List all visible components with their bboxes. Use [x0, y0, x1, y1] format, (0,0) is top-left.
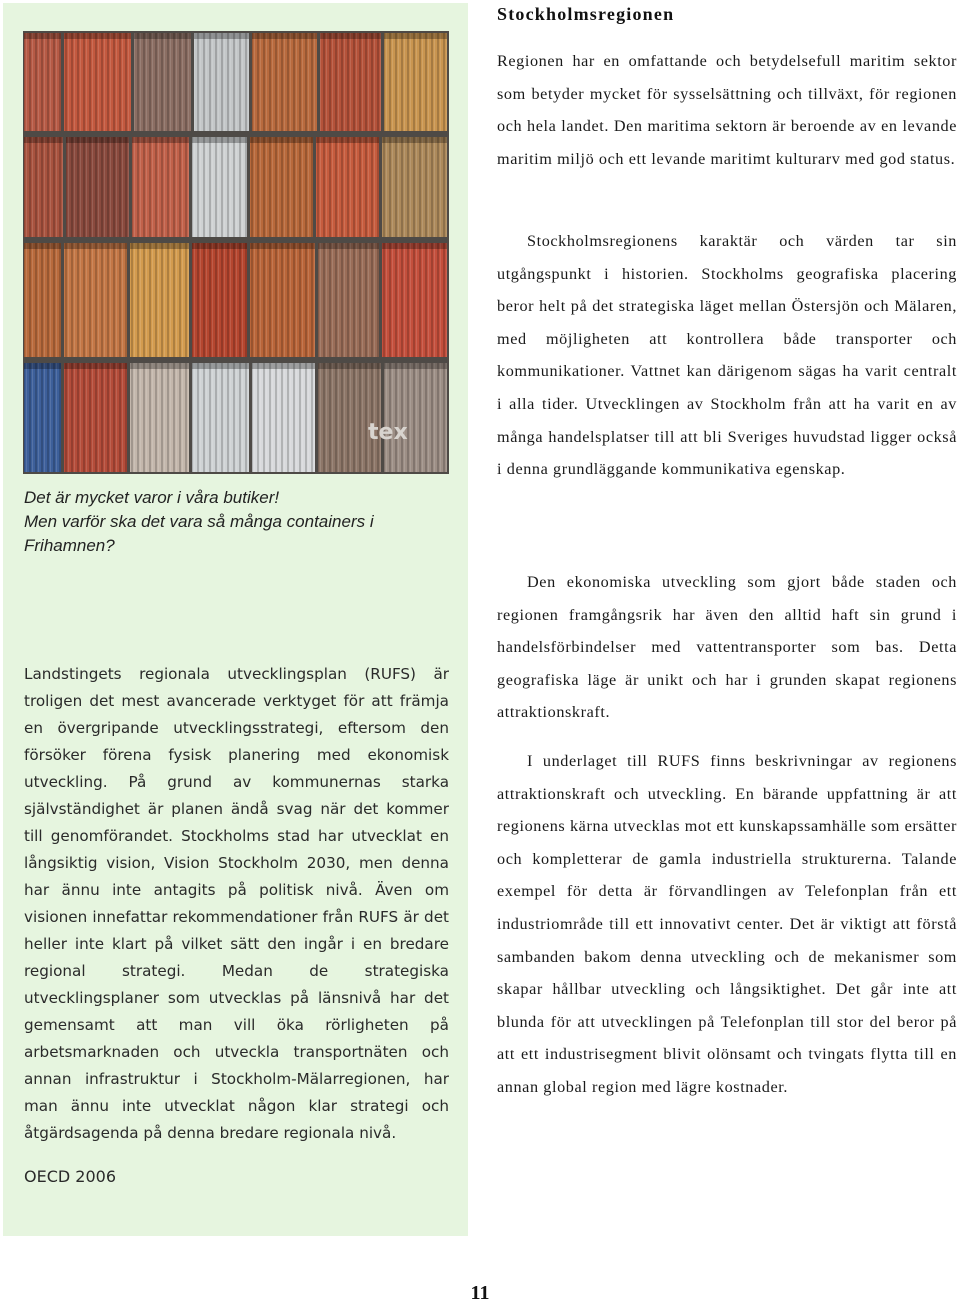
- paragraph: Regionen har en omfattande och betydelsefull maritim sektor som betyder mycket för sysselsättning och tillväxt, för regionen och hela landet. Den maritima sektorn är beroende av en levande maritim miljö och ett levande maritimt kulturarv med god status.: [497, 52, 957, 168]
- container-ribbing: [64, 33, 131, 131]
- container-ribbing: [64, 243, 127, 357]
- container-top-rail: [384, 33, 447, 39]
- source-citation: OECD 2006: [24, 1167, 116, 1186]
- container-ribbing: [320, 33, 381, 131]
- container-top-rail: [64, 33, 131, 39]
- container-ribbing: [66, 137, 129, 237]
- caption-line: Frihamnen?: [24, 536, 115, 555]
- section-heading: Stockholmsregionen: [497, 4, 675, 24]
- paragraph: Stockholmsregionens karaktär och värden tar sin utgångspunkt i historien. Stockholms geografiska placering beror helt på det strategiska läget mellan Östersjön och Mälaren, med möjligheten att kontrollera både transporter och kommunikationer. Vattnet kan därigenom sägas ha varit centralt i alla tider. Utvecklingen av Stockholm från att ha varit en av många handelsplatser till att bli Sveriges huvudstad ligger också i denna grundläggande kommunikativa egenskap.: [497, 232, 957, 479]
- container-ribbing: [130, 363, 189, 472]
- container-top-rail: [252, 33, 317, 39]
- container-ribbing: [194, 33, 249, 131]
- sidebar-body-text: Landstingets regionala utvecklingsplan (RUFS) är troligen det mest avancerade verktyget för att främja en övergripande utvecklingsstrategi, eftersom den försöker förena fysisk planering med ekonomisk utveckling. På grund av kommunernas starka självständighet är planen ändå svag när det kommer till genomförandet. Stockholms stad har utvecklat en långsiktig vision, Vision Stockholm 2030, men denna har ännu inte antagits på politisk nivå. Även om visionen innefattar rekommendationer från RUFS är det heller inte klart på vilket sätt den ingår i en bredare regional strategi. Medan de strategiska utvecklingsplaner som utvecklas på länsnivå har det gemensamt att man vill öka rörligheten på arbetsmarknaden och utveckla transportnäten och annan infrastruktur i Stockholm-Mälarregionen, har man ännu inte utvecklat någon klar strategi och åtgärdsagenda på denna bredare regionala nivå.: [24, 665, 449, 1142]
- container-top-rail: [320, 33, 381, 39]
- container-top-rail: [24, 243, 61, 249]
- paragraph: I underlaget till RUFS finns beskrivningar av regionens attraktionskraft och utveckling. En bärande uppfattning är att regionens kärna utvecklas mot ett kunskapssamhälle som ersätter och kompletterar de gamla industriella strukturerna. Talande exempel för detta är förvandlingen av Telefonplan från ett industriområde till ett innovativt center. Det är viktigt att förstå sambanden bakom denna utveckling och de mekanismer som skapar hållbar utveckling och långsiktighet. Det går inte att blunda för att utvecklingen på Telefonplan till stor del beror på att ett industrisegment blivit olönsamt och tvingats flytta till en annan global region med lägre kostnader.: [497, 752, 957, 1096]
- page-number: 11: [470, 1282, 490, 1304]
- container-top-rail: [250, 243, 315, 249]
- container-top-rail: [24, 137, 63, 143]
- container-top-rail: [66, 137, 129, 143]
- container-ribbing: [64, 363, 127, 472]
- container-top-rail: [24, 33, 61, 39]
- container-top-rail: [192, 363, 249, 369]
- container-top-rail: [250, 137, 313, 143]
- container-ribbing: [130, 243, 189, 357]
- tex-logo: tex: [368, 420, 408, 445]
- container-ribbing: [316, 137, 379, 237]
- caption-line: Men varför ska det vara så många containers i: [24, 512, 374, 531]
- container-ribbing: [24, 33, 61, 131]
- container-top-rail: [24, 363, 61, 369]
- container-top-rail: [384, 363, 447, 369]
- container-top-rail: [252, 363, 315, 369]
- container-top-rail: [64, 243, 127, 249]
- container-ribbing: [318, 243, 379, 357]
- container-ribbing: [384, 363, 447, 472]
- container-ribbing: [250, 243, 315, 357]
- container-top-rail: [318, 363, 381, 369]
- container-ribbing: [24, 363, 61, 472]
- container-ribbing: [192, 243, 247, 357]
- container-ribbing: [250, 137, 313, 237]
- container-top-rail: [194, 33, 249, 39]
- container-top-rail: [382, 243, 447, 249]
- container-top-rail: [134, 33, 191, 39]
- container-ribbing: [382, 243, 447, 357]
- container-ribbing: [192, 137, 247, 237]
- containers-photo: [23, 31, 449, 474]
- container-top-rail: [192, 243, 247, 249]
- container-top-rail: [192, 137, 247, 143]
- container-ribbing: [252, 33, 317, 131]
- container-top-rail: [316, 137, 379, 143]
- container-ribbing: [132, 137, 189, 237]
- caption-line: Det är mycket varor i våra butiker!: [24, 488, 280, 507]
- container-ribbing: [384, 33, 447, 131]
- container-ribbing: [24, 243, 61, 357]
- container-ribbing: [134, 33, 191, 131]
- paragraph: Den ekonomiska utveckling som gjort både staden och regionen framgångsrik har även den alltid haft sin grund i handelsförbindelser med vattentransporter som bas. Detta geografiska läge är unikt och har i grunden skapat regionens attraktionskraft.: [497, 573, 957, 722]
- container-ribbing: [382, 137, 447, 237]
- container-ribbing: [192, 363, 249, 472]
- container-top-rail: [318, 243, 379, 249]
- container-ribbing: [252, 363, 315, 472]
- container-top-rail: [130, 243, 189, 249]
- photo-caption: [24, 486, 449, 558]
- container-top-rail: [382, 137, 447, 143]
- container-ribbing: [318, 363, 381, 472]
- container-ribbing: [24, 137, 63, 237]
- sidebar-box: [3, 3, 468, 1236]
- container-top-rail: [132, 137, 189, 143]
- container-top-rail: [130, 363, 189, 369]
- container-top-rail: [64, 363, 127, 369]
